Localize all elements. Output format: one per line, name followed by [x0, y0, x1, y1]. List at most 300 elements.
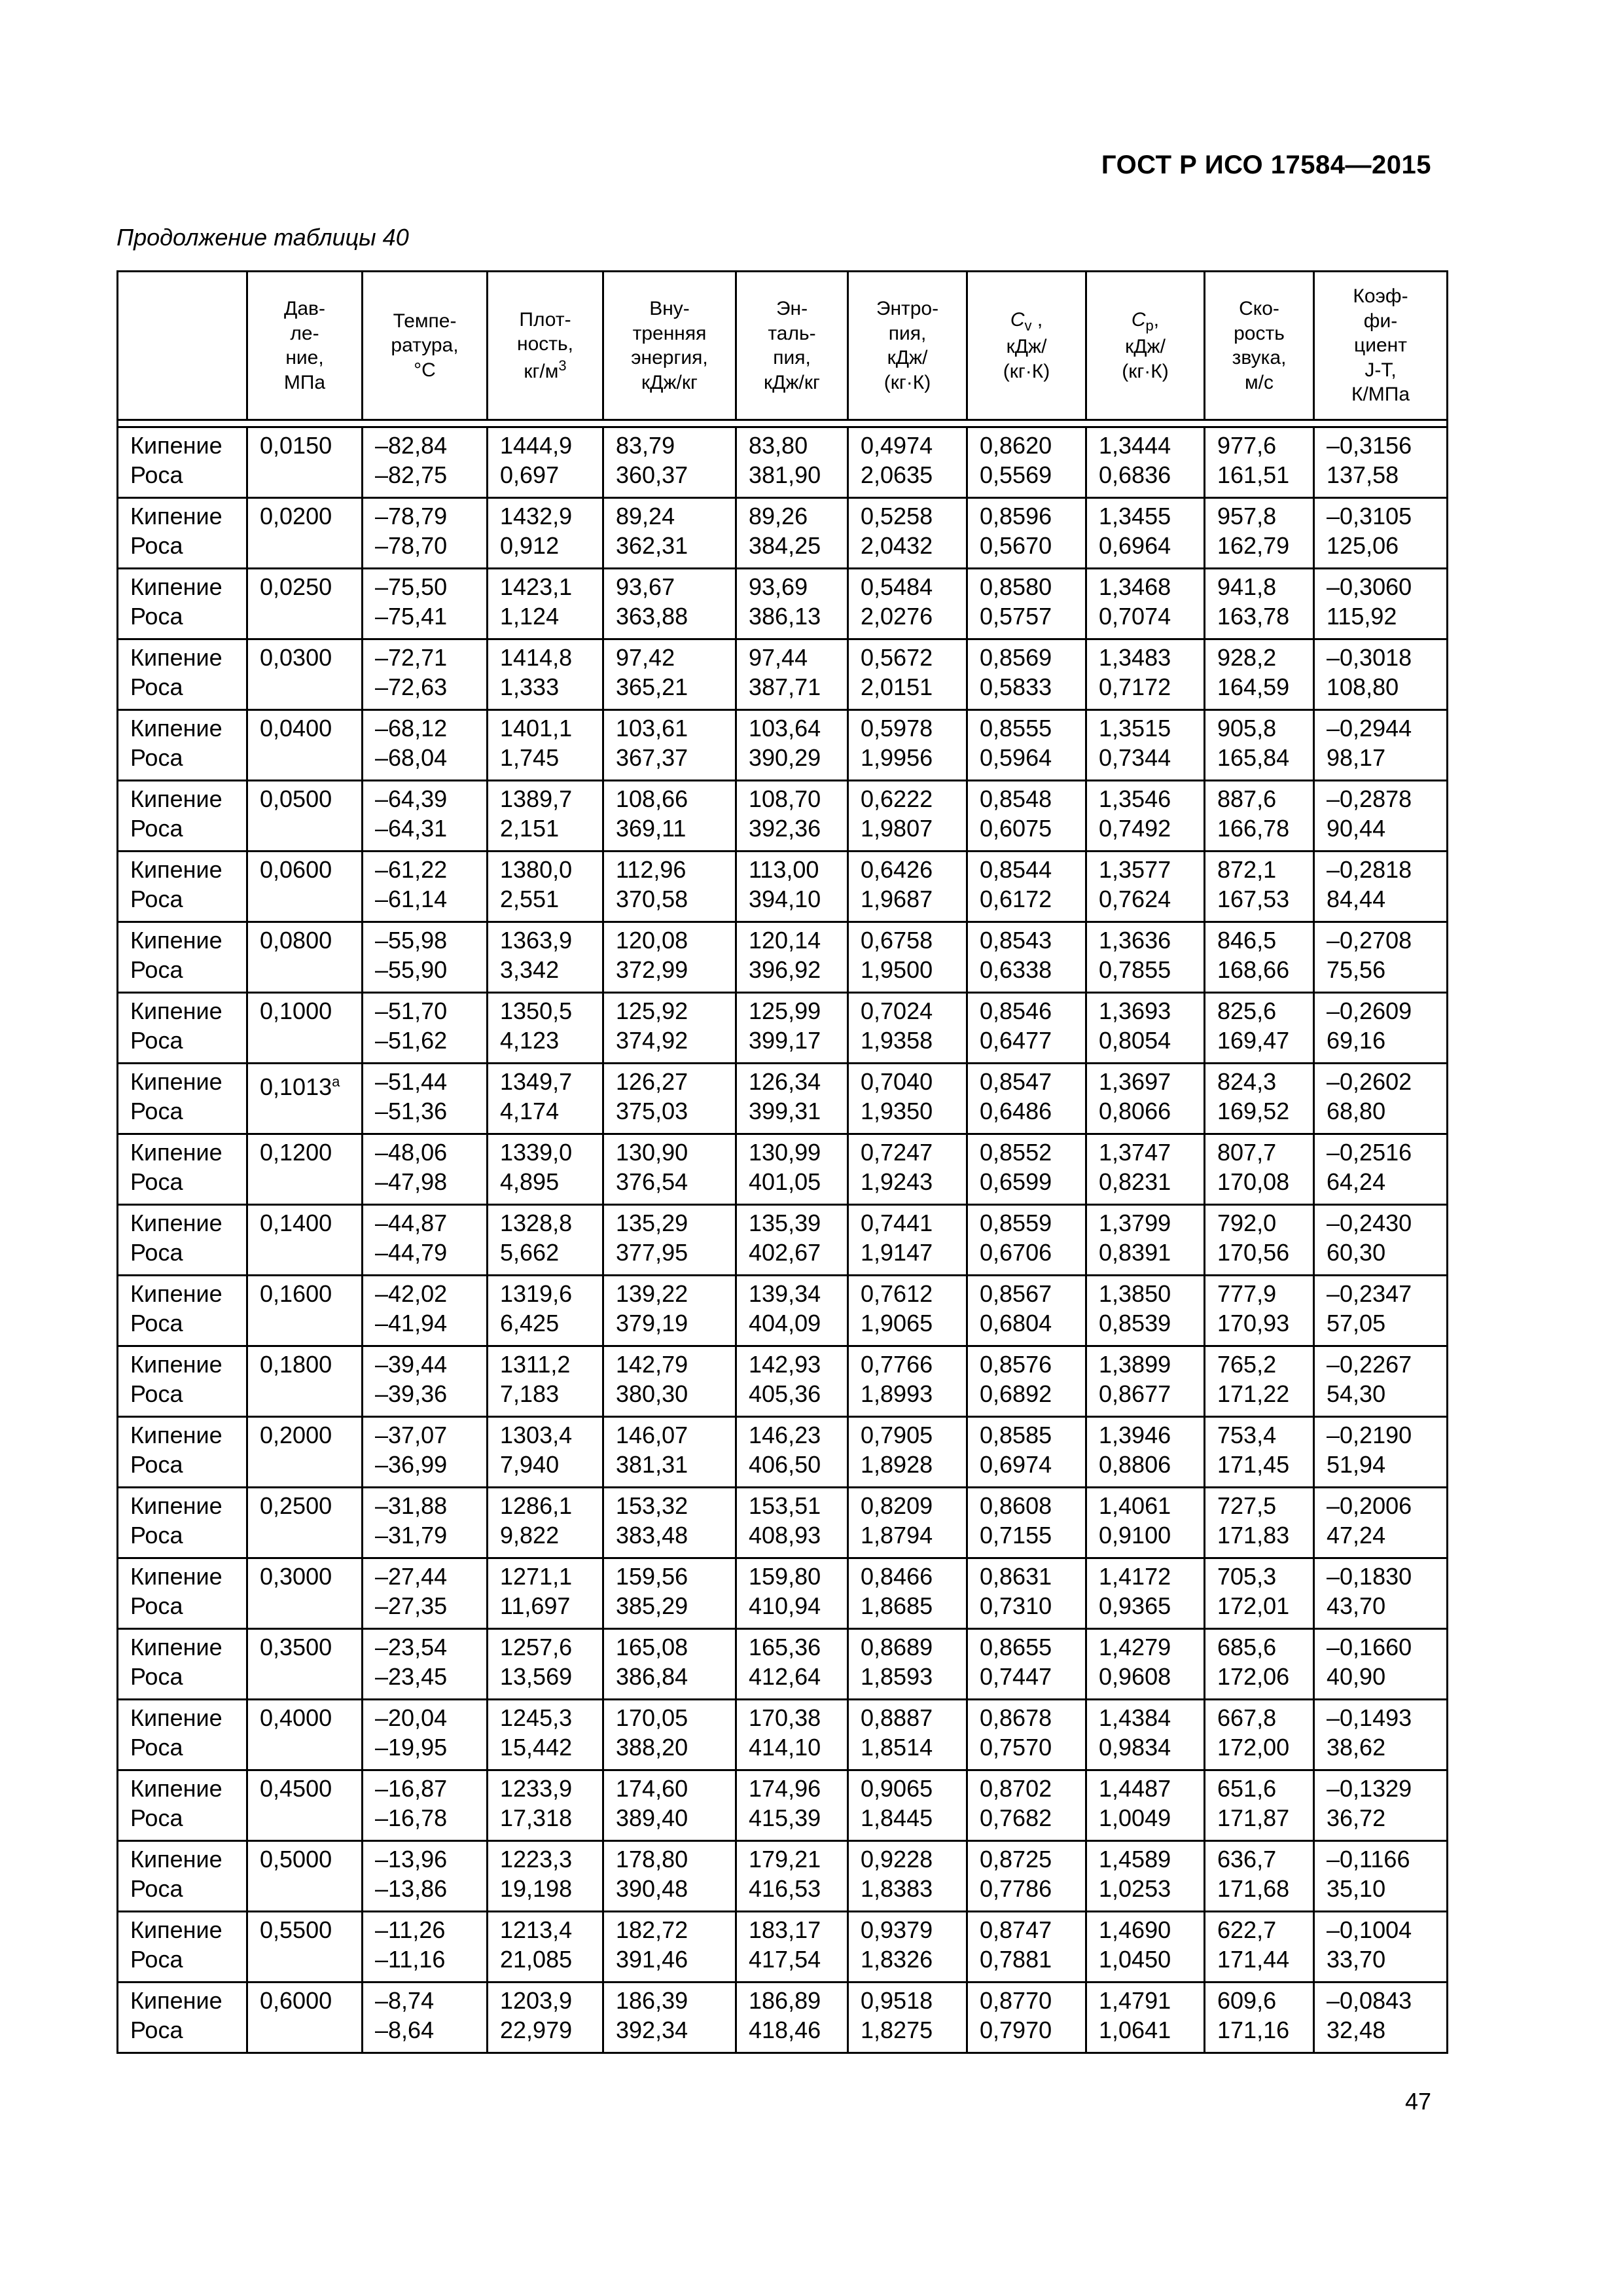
- sound-speed-boiling: 777,9: [1217, 1280, 1277, 1307]
- temperature-boiling: –31,88: [375, 1492, 448, 1519]
- cv-boiling: 0,8546: [980, 997, 1052, 1024]
- cell-jt-coefficient: [1314, 1346, 1448, 1417]
- cell-phase: [118, 710, 247, 781]
- cell-density: [488, 993, 603, 1064]
- cell-internal-energy: [603, 993, 736, 1064]
- phase-label-dew: Роса: [130, 815, 183, 842]
- enthalpy-boiling: 93,69: [749, 573, 808, 600]
- phase-label-dew: Роса: [130, 1734, 183, 1761]
- cell-cp: [1086, 1770, 1205, 1841]
- cell-temperature: [363, 498, 488, 569]
- cell-sound-speed: [1205, 498, 1314, 569]
- density-boiling: 1223,3: [500, 1846, 573, 1873]
- enthalpy-dew: 408,93: [749, 1522, 821, 1549]
- cell-entropy: [848, 1629, 967, 1700]
- density-boiling: 1414,8: [500, 644, 573, 671]
- sound-speed-boiling: 727,5: [1217, 1492, 1277, 1519]
- cell-enthalpy: [736, 1134, 848, 1205]
- jt-coefficient-boiling: –0,2944: [1327, 715, 1412, 742]
- density-boiling: 1339,0: [500, 1139, 573, 1166]
- sound-speed-boiling: 765,2: [1217, 1351, 1277, 1378]
- cv-dew: 0,6599: [980, 1168, 1052, 1195]
- enthalpy-dew: 410,94: [749, 1592, 821, 1619]
- temperature-dew: –19,95: [375, 1734, 448, 1761]
- enthalpy-dew: 399,17: [749, 1027, 821, 1054]
- enthalpy-boiling: 135,39: [749, 1210, 821, 1236]
- cp-dew: 1,0450: [1099, 1946, 1171, 1973]
- cell-pressure: [247, 427, 363, 498]
- enthalpy-boiling: 126,34: [749, 1068, 821, 1095]
- cv-boiling: 0,8576: [980, 1351, 1052, 1378]
- sound-speed-dew: 168,66: [1217, 956, 1290, 983]
- entropy-dew: 2,0276: [861, 603, 933, 630]
- internal-energy-boiling: 139,22: [616, 1280, 688, 1307]
- cp-dew: 0,8539: [1099, 1310, 1171, 1336]
- phase-label-boiling: Кипение: [130, 1775, 223, 1802]
- enthalpy-boiling: 139,34: [749, 1280, 821, 1307]
- entropy-dew: 1,9065: [861, 1310, 933, 1336]
- entropy-boiling: 0,9379: [861, 1916, 933, 1943]
- temperature-boiling: –11,26: [375, 1916, 446, 1943]
- entropy-dew: 1,9500: [861, 956, 933, 983]
- density-boiling: 1213,4: [500, 1916, 573, 1943]
- cell-density: [488, 498, 603, 569]
- internal-energy-boiling: 165,08: [616, 1634, 688, 1660]
- cell-cv: [967, 1134, 1086, 1205]
- phase-label-boiling: Кипение: [130, 997, 223, 1024]
- cell-sound-speed: [1205, 1064, 1314, 1134]
- cp-dew: 0,8391: [1099, 1239, 1171, 1266]
- jt-coefficient-dew: 64,24: [1327, 1168, 1386, 1195]
- cell-enthalpy: [736, 1276, 848, 1346]
- entropy-boiling: 0,7024: [861, 997, 933, 1024]
- cell-sound-speed: [1205, 781, 1314, 852]
- jt-coefficient-dew: 54,30: [1327, 1380, 1386, 1407]
- cell-temperature: [363, 852, 488, 922]
- entropy-boiling: 0,8466: [861, 1563, 933, 1590]
- table-row: [118, 569, 1448, 639]
- density-boiling: 1245,3: [500, 1704, 573, 1731]
- header-cv: [967, 272, 1086, 420]
- entropy-boiling: 0,6426: [861, 856, 933, 883]
- cell-phase: [118, 569, 247, 639]
- cp-boiling: 1,3946: [1099, 1422, 1171, 1448]
- phase-label-dew: Роса: [130, 744, 183, 771]
- enthalpy-boiling: 103,64: [749, 715, 821, 742]
- enthalpy-dew: 396,92: [749, 956, 821, 983]
- header-cp-symbol: C: [1131, 308, 1146, 331]
- cell-enthalpy: [736, 1064, 848, 1134]
- cell-phase: [118, 498, 247, 569]
- sound-speed-dew: 172,06: [1217, 1663, 1290, 1690]
- table-row: [118, 1700, 1448, 1770]
- cp-dew: 1,0253: [1099, 1875, 1171, 1902]
- jt-coefficient-boiling: –0,2006: [1327, 1492, 1412, 1519]
- cell-jt-coefficient: [1314, 1982, 1448, 2053]
- enthalpy-boiling: 159,80: [749, 1563, 821, 1590]
- pressure-value: 0,0150: [260, 432, 332, 459]
- internal-energy-dew: 374,92: [616, 1027, 688, 1054]
- enthalpy-dew: 404,09: [749, 1310, 821, 1336]
- cell-cv: [967, 569, 1086, 639]
- phase-label-boiling: Кипение: [130, 856, 223, 883]
- temperature-dew: –36,99: [375, 1451, 448, 1478]
- cell-internal-energy: [603, 1205, 736, 1276]
- entropy-boiling: 0,7247: [861, 1139, 933, 1166]
- sound-speed-boiling: 824,3: [1217, 1068, 1277, 1095]
- cell-enthalpy: [736, 1770, 848, 1841]
- cell-entropy: [848, 569, 967, 639]
- phase-label-boiling: Кипение: [130, 503, 223, 529]
- cv-dew: 0,5964: [980, 744, 1052, 771]
- pressure-value: 0,0800: [260, 927, 332, 954]
- density-boiling: 1233,9: [500, 1775, 573, 1802]
- temperature-dew: –78,70: [375, 532, 448, 559]
- cell-enthalpy: [736, 1841, 848, 1912]
- cv-boiling: 0,8559: [980, 1210, 1052, 1236]
- temperature-dew: –51,62: [375, 1027, 448, 1054]
- cell-jt-coefficient: [1314, 1064, 1448, 1134]
- cv-dew: 0,5757: [980, 603, 1052, 630]
- cell-density: [488, 427, 603, 498]
- cp-boiling: 1,3515: [1099, 715, 1171, 742]
- cell-temperature: [363, 1629, 488, 1700]
- sound-speed-boiling: 846,5: [1217, 927, 1277, 954]
- table-row: [118, 1488, 1448, 1558]
- jt-coefficient-boiling: –0,2516: [1327, 1139, 1412, 1166]
- temperature-boiling: –64,39: [375, 785, 448, 812]
- cell-cp: [1086, 1558, 1205, 1629]
- sound-speed-boiling: 905,8: [1217, 715, 1277, 742]
- enthalpy-dew: 387,71: [749, 673, 821, 700]
- cell-cv: [967, 1488, 1086, 1558]
- internal-energy-boiling: 142,79: [616, 1351, 688, 1378]
- internal-energy-dew: 389,40: [616, 1804, 688, 1831]
- header-cp-sub: p: [1145, 317, 1154, 334]
- jt-coefficient-boiling: –0,3156: [1327, 432, 1412, 459]
- temperature-dew: –64,31: [375, 815, 448, 842]
- sound-speed-boiling: 887,6: [1217, 785, 1277, 812]
- cell-cv: [967, 1629, 1086, 1700]
- cell-jt-coefficient: [1314, 1205, 1448, 1276]
- density-boiling: 1311,2: [500, 1351, 571, 1378]
- cell-sound-speed: [1205, 639, 1314, 710]
- cell-cp: [1086, 1982, 1205, 2053]
- cell-temperature: [363, 1134, 488, 1205]
- cell-density: [488, 1912, 603, 1982]
- cv-dew: 0,6172: [980, 886, 1052, 912]
- cp-boiling: 1,3444: [1099, 432, 1171, 459]
- cv-boiling: 0,8747: [980, 1916, 1052, 1943]
- cell-entropy: [848, 710, 967, 781]
- cell-cp: [1086, 922, 1205, 993]
- cell-internal-energy: [603, 1276, 736, 1346]
- density-boiling: 1432,9: [500, 503, 573, 529]
- cp-boiling: 1,3693: [1099, 997, 1171, 1024]
- density-boiling: 1423,1: [500, 573, 573, 600]
- entropy-boiling: 0,5484: [861, 573, 933, 600]
- enthalpy-dew: 384,25: [749, 532, 821, 559]
- phase-label-dew: Роса: [130, 1663, 183, 1690]
- jt-coefficient-boiling: –0,1830: [1327, 1563, 1412, 1590]
- entropy-dew: 1,9147: [861, 1239, 933, 1266]
- cv-boiling: 0,8580: [980, 573, 1052, 600]
- temperature-boiling: –23,54: [375, 1634, 448, 1660]
- cp-dew: 0,7344: [1099, 744, 1171, 771]
- enthalpy-boiling: 108,70: [749, 785, 821, 812]
- density-dew: 9,822: [500, 1522, 560, 1549]
- internal-energy-dew: 391,46: [616, 1946, 688, 1973]
- cell-internal-energy: [603, 1558, 736, 1629]
- jt-coefficient-dew: 40,90: [1327, 1663, 1386, 1690]
- cell-phase: [118, 1629, 247, 1700]
- internal-energy-dew: 379,19: [616, 1310, 688, 1336]
- internal-energy-dew: 377,95: [616, 1239, 688, 1266]
- cell-phase: [118, 1346, 247, 1417]
- pressure-value: 0,2500: [260, 1492, 332, 1519]
- internal-energy-boiling: 93,67: [616, 573, 675, 600]
- jt-coefficient-dew: 43,70: [1327, 1592, 1386, 1619]
- phase-label-dew: Роса: [130, 1380, 183, 1407]
- cell-cv: [967, 1700, 1086, 1770]
- entropy-boiling: 0,9065: [861, 1775, 933, 1802]
- cell-entropy: [848, 1700, 967, 1770]
- cell-internal-energy: [603, 569, 736, 639]
- temperature-dew: –55,90: [375, 956, 448, 983]
- enthalpy-dew: 386,13: [749, 603, 821, 630]
- cv-dew: 0,7155: [980, 1522, 1052, 1549]
- table-row: [118, 1770, 1448, 1841]
- cell-cp: [1086, 1134, 1205, 1205]
- pressure-value: 0,1000: [260, 997, 332, 1024]
- cp-dew: 0,7855: [1099, 956, 1171, 983]
- cv-dew: 0,6477: [980, 1027, 1052, 1054]
- entropy-dew: 1,9956: [861, 744, 933, 771]
- cv-boiling: 0,8608: [980, 1492, 1052, 1519]
- entropy-boiling: 0,6222: [861, 785, 933, 812]
- header-density: [488, 272, 603, 420]
- entropy-dew: 1,9687: [861, 886, 933, 912]
- cell-cv: [967, 1912, 1086, 1982]
- density-dew: 4,123: [500, 1027, 560, 1054]
- internal-energy-boiling: 112,96: [616, 856, 687, 883]
- temperature-boiling: –55,98: [375, 927, 448, 954]
- cell-enthalpy: [736, 922, 848, 993]
- entropy-dew: 1,9358: [861, 1027, 933, 1054]
- entropy-boiling: 0,7766: [861, 1351, 933, 1378]
- cell-temperature: [363, 427, 488, 498]
- cv-dew: 0,5833: [980, 673, 1052, 700]
- cell-enthalpy: [736, 1558, 848, 1629]
- cell-phase: [118, 1700, 247, 1770]
- cell-temperature: [363, 781, 488, 852]
- entropy-dew: 1,9350: [861, 1098, 933, 1124]
- cell-jt-coefficient: [1314, 1841, 1448, 1912]
- table-row: [118, 852, 1448, 922]
- phase-label-dew: Роса: [130, 673, 183, 700]
- sound-speed-dew: 172,01: [1217, 1592, 1290, 1619]
- density-dew: 13,569: [500, 1663, 573, 1690]
- cv-dew: 0,6706: [980, 1239, 1052, 1266]
- cell-pressure: [247, 569, 363, 639]
- internal-energy-dew: 383,48: [616, 1522, 688, 1549]
- cell-cv: [967, 1417, 1086, 1488]
- pressure-value: 0,1200: [260, 1139, 332, 1166]
- cell-internal-energy: [603, 1346, 736, 1417]
- pressure-value: 0,3000: [260, 1563, 332, 1590]
- cp-boiling: 1,3577: [1099, 856, 1171, 883]
- temperature-boiling: –16,87: [375, 1775, 448, 1802]
- pressure-value: 0,0300: [260, 644, 332, 671]
- density-dew: 17,318: [500, 1804, 573, 1831]
- density-dew: 3,342: [500, 956, 560, 983]
- sound-speed-boiling: 825,6: [1217, 997, 1277, 1024]
- enthalpy-boiling: 97,44: [749, 644, 808, 671]
- cell-jt-coefficient: [1314, 1629, 1448, 1700]
- cell-cv: [967, 1770, 1086, 1841]
- cp-boiling: 1,3747: [1099, 1139, 1171, 1166]
- internal-energy-dew: 363,88: [616, 603, 688, 630]
- cell-enthalpy: [736, 498, 848, 569]
- cell-temperature: [363, 1700, 488, 1770]
- cell-sound-speed: [1205, 1700, 1314, 1770]
- jt-coefficient-boiling: –0,1166: [1327, 1846, 1410, 1873]
- sound-speed-boiling: 753,4: [1217, 1422, 1277, 1448]
- density-boiling: 1401,1: [500, 715, 573, 742]
- cv-dew: 0,7570: [980, 1734, 1052, 1761]
- cp-dew: 0,7624: [1099, 886, 1171, 912]
- cell-jt-coefficient: [1314, 1912, 1448, 1982]
- cell-internal-energy: [603, 922, 736, 993]
- jt-coefficient-dew: 125,06: [1327, 532, 1399, 559]
- table-row: [118, 427, 1448, 498]
- density-dew: 2,151: [500, 815, 560, 842]
- cv-boiling: 0,8548: [980, 785, 1052, 812]
- enthalpy-boiling: 83,80: [749, 432, 808, 459]
- density-dew: 0,697: [500, 461, 560, 488]
- cell-phase: [118, 1841, 247, 1912]
- cell-sound-speed: [1205, 1134, 1314, 1205]
- pressure-value: 0,0250: [260, 573, 332, 600]
- table-row: [118, 498, 1448, 569]
- cell-pressure: [247, 639, 363, 710]
- enthalpy-boiling: 165,36: [749, 1634, 821, 1660]
- cell-cp: [1086, 569, 1205, 639]
- phase-label-dew: Роса: [130, 1522, 183, 1549]
- phase-label-dew: Роса: [130, 1168, 183, 1195]
- cell-density: [488, 1488, 603, 1558]
- entropy-dew: 1,8275: [861, 2017, 933, 2043]
- internal-energy-dew: 370,58: [616, 886, 688, 912]
- internal-energy-dew: 392,34: [616, 2017, 688, 2043]
- cell-pressure: [247, 1841, 363, 1912]
- jt-coefficient-dew: 33,70: [1327, 1946, 1386, 1973]
- cv-boiling: 0,8620: [980, 432, 1052, 459]
- header-cp-rest: , кДж/ (кг·К): [1122, 308, 1169, 382]
- internal-energy-boiling: 174,60: [616, 1775, 688, 1802]
- enthalpy-dew: 405,36: [749, 1380, 821, 1407]
- density-dew: 11,697: [500, 1592, 571, 1619]
- cell-internal-energy: [603, 498, 736, 569]
- internal-energy-dew: 376,54: [616, 1168, 688, 1195]
- density-dew: 6,425: [500, 1310, 560, 1336]
- page-number: 47: [1404, 2088, 1431, 2115]
- cv-boiling: 0,8567: [980, 1280, 1052, 1307]
- internal-energy-dew: 390,48: [616, 1875, 688, 1902]
- cell-enthalpy: [736, 710, 848, 781]
- sound-speed-dew: 171,44: [1217, 1946, 1290, 1973]
- sound-speed-dew: 171,16: [1217, 2017, 1290, 2043]
- cv-dew: 0,7682: [980, 1804, 1052, 1831]
- cell-enthalpy: [736, 1700, 848, 1770]
- table-row: [118, 1912, 1448, 1982]
- temperature-dew: –8,64: [375, 2017, 435, 2043]
- sound-speed-dew: 171,22: [1217, 1380, 1290, 1407]
- density-dew: 7,183: [500, 1380, 560, 1407]
- density-boiling: 1303,4: [500, 1422, 573, 1448]
- jt-coefficient-dew: 32,48: [1327, 2017, 1386, 2043]
- header-cv-rest: , кДж/ (кг·К): [1003, 308, 1050, 382]
- density-boiling: 1380,0: [500, 856, 573, 883]
- cp-dew: 0,7172: [1099, 673, 1171, 700]
- cell-internal-energy: [603, 1912, 736, 1982]
- enthalpy-dew: 412,64: [749, 1663, 821, 1690]
- entropy-boiling: 0,8689: [861, 1634, 933, 1660]
- cell-density: [488, 1417, 603, 1488]
- cell-temperature: [363, 1417, 488, 1488]
- cell-jt-coefficient: [1314, 569, 1448, 639]
- phase-label-boiling: Кипение: [130, 1987, 223, 2014]
- density-dew: 5,662: [500, 1239, 560, 1266]
- internal-energy-dew: 369,11: [616, 815, 687, 842]
- cell-cv: [967, 1841, 1086, 1912]
- enthalpy-dew: 417,54: [749, 1946, 821, 1973]
- phase-label-dew: Роса: [130, 2017, 183, 2043]
- cell-enthalpy: [736, 781, 848, 852]
- header-temperature: Темпе- ратура, °С: [363, 272, 488, 420]
- cell-density: [488, 1205, 603, 1276]
- jt-coefficient-boiling: –0,3105: [1327, 503, 1412, 529]
- cell-internal-energy: [603, 1770, 736, 1841]
- jt-coefficient-boiling: –0,3060: [1327, 573, 1412, 600]
- pressure-value: 0,1013: [260, 1073, 332, 1100]
- cell-jt-coefficient: [1314, 1488, 1448, 1558]
- entropy-dew: 1,8593: [861, 1663, 933, 1690]
- sound-speed-dew: 171,68: [1217, 1875, 1290, 1902]
- cell-jt-coefficient: [1314, 781, 1448, 852]
- cv-boiling: 0,8555: [980, 715, 1052, 742]
- header-entropy: Энтро- пия, кДж/ (кг·К): [848, 272, 967, 420]
- internal-energy-dew: 365,21: [616, 673, 688, 700]
- cell-jt-coefficient: [1314, 1770, 1448, 1841]
- phase-label-boiling: Кипение: [130, 785, 223, 812]
- cp-dew: 0,6836: [1099, 461, 1171, 488]
- cell-entropy: [848, 1841, 967, 1912]
- cell-enthalpy: [736, 1912, 848, 1982]
- enthalpy-dew: 402,67: [749, 1239, 821, 1266]
- sound-speed-boiling: 667,8: [1217, 1704, 1277, 1731]
- internal-energy-boiling: 103,61: [616, 715, 688, 742]
- temperature-dew: –23,45: [375, 1663, 448, 1690]
- cell-cp: [1086, 1841, 1205, 1912]
- sound-speed-dew: 169,47: [1217, 1027, 1290, 1054]
- cell-pressure: [247, 1700, 363, 1770]
- cell-cv: [967, 1346, 1086, 1417]
- cv-boiling: 0,8725: [980, 1846, 1052, 1873]
- cell-cp: [1086, 1629, 1205, 1700]
- sound-speed-dew: 165,84: [1217, 744, 1290, 771]
- entropy-boiling: 0,6758: [861, 927, 933, 954]
